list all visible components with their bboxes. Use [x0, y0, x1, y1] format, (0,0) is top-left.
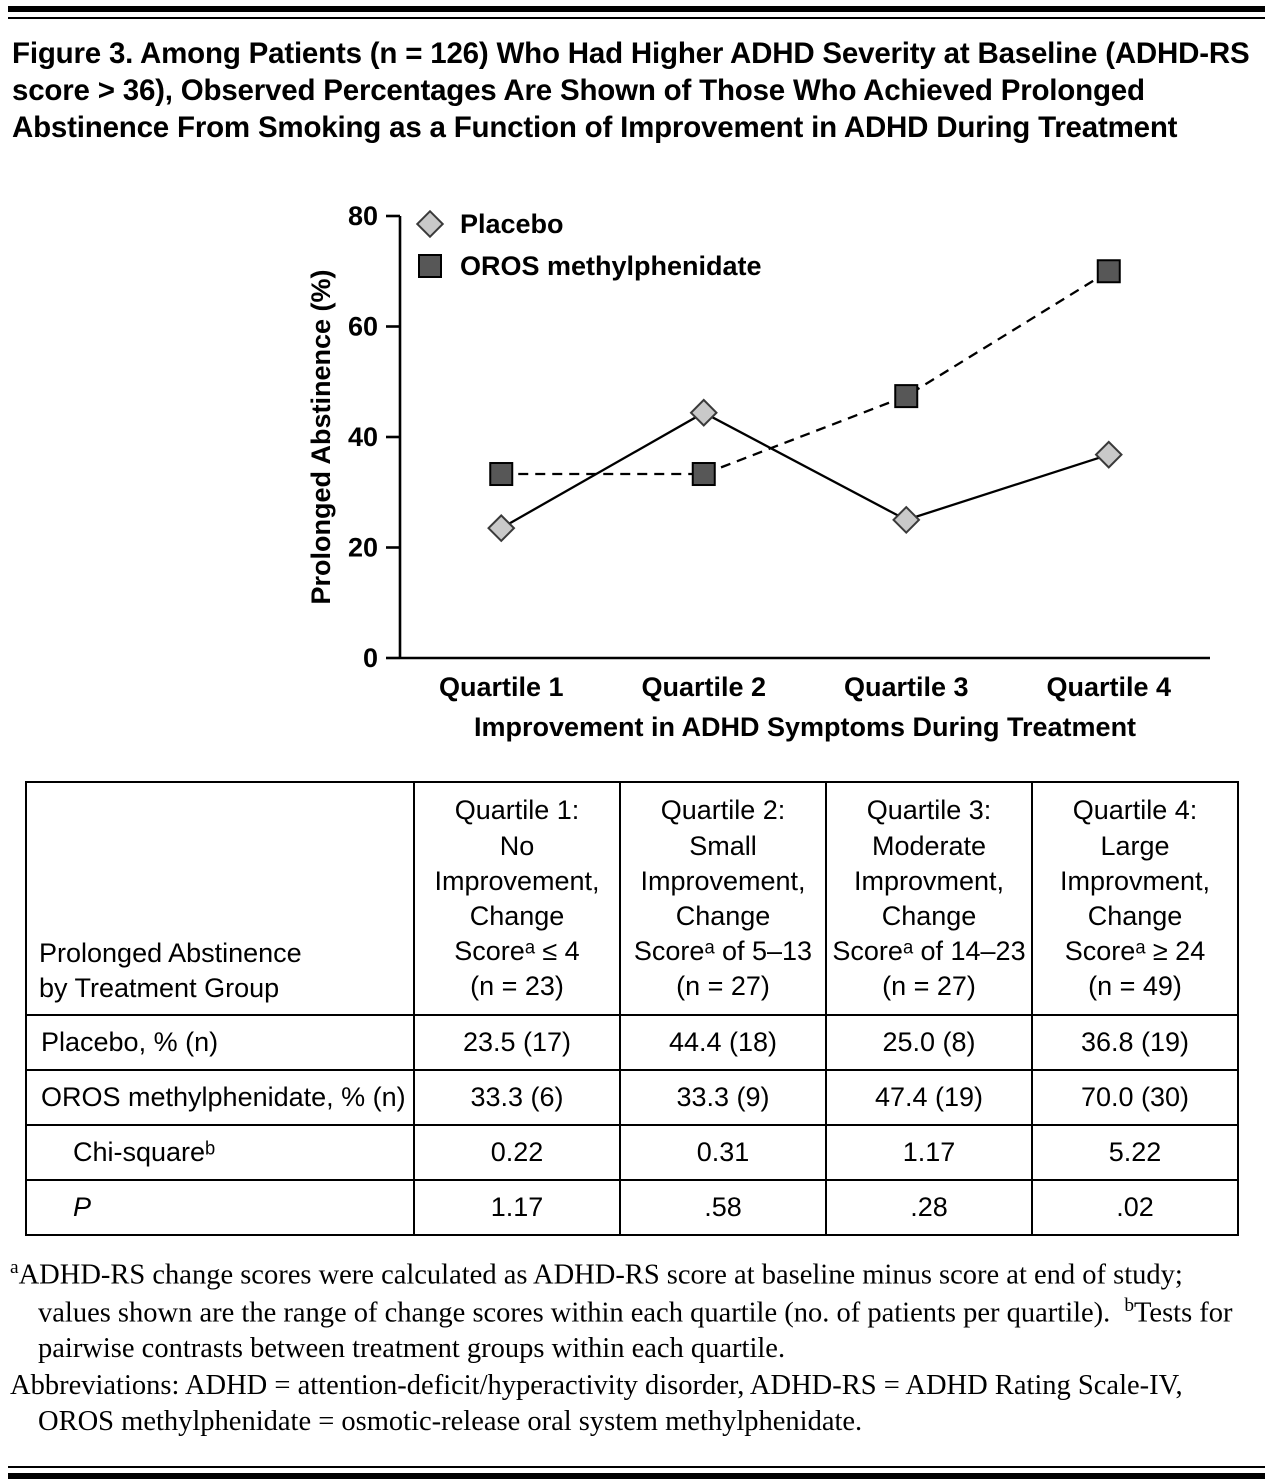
- legend-label: OROS methylphenidate: [460, 251, 762, 282]
- results-table: [25, 781, 1239, 1236]
- table-column-header-q3: Quartile 3: Moderate Improvment, Change Scoreᵃ of 14–23 (n = 27): [826, 782, 1032, 1015]
- table-cell: 47.4 (19): [826, 1070, 1032, 1125]
- table-cell: 33.3 (9): [620, 1070, 826, 1125]
- table-row-p-value: [26, 1180, 1238, 1235]
- table-column-header-q2: Quartile 2: Small Improvement, Change Scoreᵃ of 5–13 (n = 27): [620, 782, 826, 1015]
- axes: [306, 201, 1210, 742]
- square-marker: [693, 463, 715, 485]
- x-tick-label: Quartile 1: [438, 672, 564, 703]
- series-placebo: [489, 400, 1122, 541]
- footnote-b-marker: b: [1124, 1294, 1134, 1316]
- table-row-oros: [26, 1070, 1238, 1125]
- series-line: [501, 272, 1109, 475]
- footnotes: [10, 1256, 1259, 1440]
- row-label: Chi-squareᵇ: [26, 1125, 414, 1180]
- table-cell: 1.17: [414, 1180, 620, 1235]
- y-tick-label: 40: [347, 422, 378, 453]
- x-tick-label: Quartile 3: [843, 672, 969, 703]
- diamond-marker: [894, 508, 919, 533]
- footnote-b-text: Tests for pairwise contrasts between treatment groups within each quartile.: [38, 1297, 1233, 1365]
- table-cell: 0.22: [414, 1125, 620, 1180]
- adhd-abstinence-chart: [300, 188, 1273, 753]
- table-row-chi-square: [26, 1125, 1238, 1180]
- row-label: OROS methylphenidate, % (n): [26, 1070, 414, 1125]
- diamond-marker: [489, 516, 514, 541]
- table-header-row: [26, 782, 1238, 1015]
- figure-title: Figure 3. Among Patients (n = 126) Who Had Higher ADHD Severity at Baseline (ADHD-RS score > 36), Observed Percentages Are Shown of Those Who Achieved Prolonged Abstinence From Smoking as a Function of Improvement in ADHD During Treatment: [12, 37, 1250, 145]
- y-tick-label: 80: [347, 201, 378, 232]
- diamond-marker: [417, 212, 442, 237]
- table-cell: 25.0 (8): [826, 1015, 1032, 1070]
- row-label: P: [26, 1180, 414, 1235]
- line-chart-svg: [300, 188, 1230, 748]
- series-oros: [490, 261, 1120, 486]
- diamond-marker: [691, 400, 716, 425]
- diamond-marker: [1096, 442, 1121, 467]
- x-tick-label: Quartile 4: [1046, 672, 1172, 703]
- legend: [417, 209, 761, 281]
- figure-page: [0, 6, 1273, 1479]
- square-marker: [419, 255, 441, 277]
- y-axis-title: Prolonged Abstinence (%): [306, 269, 336, 605]
- table-cell: .58: [620, 1180, 826, 1235]
- x-axis-title: Improvement in ADHD Symptoms During Treatment: [473, 712, 1137, 743]
- footnote-a-text: ADHD-RS change scores were calculated as ADHD-RS score at baseline minus score at end of study; values shown are the range of change scores within each quartile (no. of patients per quartile).: [18, 1259, 1183, 1329]
- square-marker: [490, 463, 512, 485]
- series-line: [501, 413, 1109, 528]
- x-tick-label: Quartile 2: [641, 672, 767, 703]
- table-corner-header: Prolonged Abstinence by Treatment Group: [26, 782, 414, 1015]
- abbreviations-note: Abbreviations: ADHD = attention-deficit/hyperactivity disorder, ADHD-RS = ADHD Rating Scale-IV, OROS methylphenidate = osmotic-release oral system methylphenidate.: [10, 1369, 1183, 1437]
- table-cell: 70.0 (30): [1032, 1070, 1238, 1125]
- table-row-placebo: [26, 1015, 1238, 1070]
- table-cell: .02: [1032, 1180, 1238, 1235]
- square-marker: [895, 386, 917, 408]
- table-cell: 0.31: [620, 1125, 826, 1180]
- table-cell: 5.22: [1032, 1125, 1238, 1180]
- table-column-header-q4: Quartile 4: Large Improvment, Change Scoreᵃ ≥ 24 (n = 49): [1032, 782, 1238, 1015]
- top-border-rule: [8, 6, 1265, 19]
- footnote-a-marker: a: [10, 1257, 19, 1279]
- table-cell: 23.5 (17): [414, 1015, 620, 1070]
- table-cell: 36.8 (19): [1032, 1015, 1238, 1070]
- square-marker: [1098, 261, 1120, 283]
- bottom-border-rule: [8, 1466, 1265, 1479]
- table-column-header-q1: Quartile 1: No Improvement, Change Scoreᵃ ≤ 4 (n = 23): [414, 782, 620, 1015]
- y-tick-label: 0: [362, 643, 378, 674]
- y-tick-label: 60: [347, 311, 378, 342]
- table-cell: 1.17: [826, 1125, 1032, 1180]
- table-cell: 44.4 (18): [620, 1015, 826, 1070]
- legend-label: Placebo: [460, 209, 564, 240]
- table-cell: .28: [826, 1180, 1032, 1235]
- y-tick-label: 20: [347, 532, 378, 563]
- footnote-ab: [10, 1256, 1259, 1368]
- row-label: Placebo, % (n): [26, 1015, 414, 1070]
- table-cell: 33.3 (6): [414, 1070, 620, 1125]
